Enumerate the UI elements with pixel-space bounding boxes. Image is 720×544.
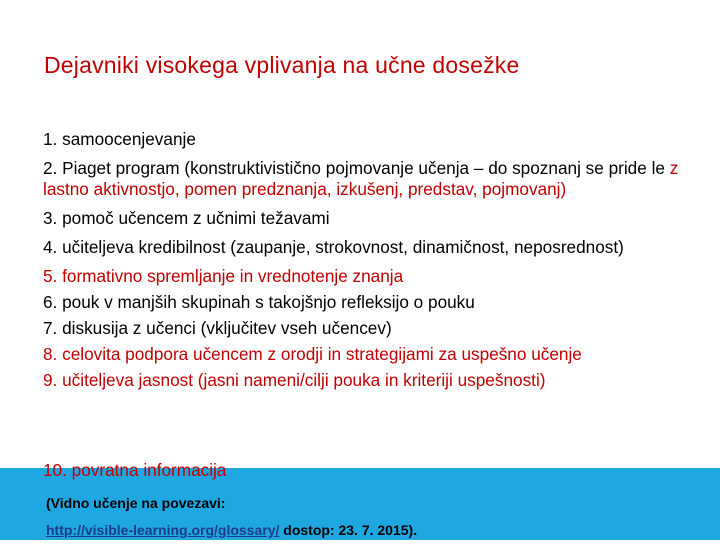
slide-title: Dejavniki visokega vplivanja na učne dosežke: [44, 52, 520, 78]
list-item-9: 9. učiteljeva jasnost (jasni nameni/cilji pouka in kriteriji uspešnosti): [43, 370, 546, 390]
list-item-10: 10. povratna informacija: [43, 460, 227, 480]
factor-list: [43, 129, 683, 396]
list-item-7: 7. diskusija z učenci (vključitev vseh učencev): [43, 318, 392, 338]
list-item-2: [43, 158, 683, 200]
footnote-line-1: (Vidno učenje na povezavi:: [46, 495, 226, 511]
list-item-4: 4. učiteljeva kredibilnost (zaupanje, strokovnost, dinamičnost, neposrednost): [43, 237, 624, 257]
list-item-6: 6. pouk v manjših skupinah s takojšnjo refleksijo o pouku: [43, 292, 475, 312]
list-item-2-text: 2. Piaget program (konstruktivistično pojmovanje učenja – do spoznanj se pride le: [43, 158, 670, 178]
visible-learning-link[interactable]: http://visible-learning.org/glossary/: [46, 522, 280, 538]
list-item-1: 1. samoocenjevanje: [43, 129, 196, 149]
factor-list-continued: [43, 460, 683, 489]
source-footnote: [46, 490, 417, 544]
list-item-5: 5. formativno spremljanje in vrednotenje znanja: [43, 266, 404, 286]
list-item-8: 8. celovita podpora učencem z orodji in strategijami za uspešno učenje: [43, 344, 582, 364]
footnote-access-date: dostop: 23. 7. 2015).: [279, 522, 418, 538]
list-item-3: 3. pomoč učencem z učnimi težavami: [43, 208, 330, 228]
list-item-2-highlight: z lastno aktivnostjo, pomen predznanja, izkušenj, predstav, pojmovanj): [43, 158, 679, 199]
